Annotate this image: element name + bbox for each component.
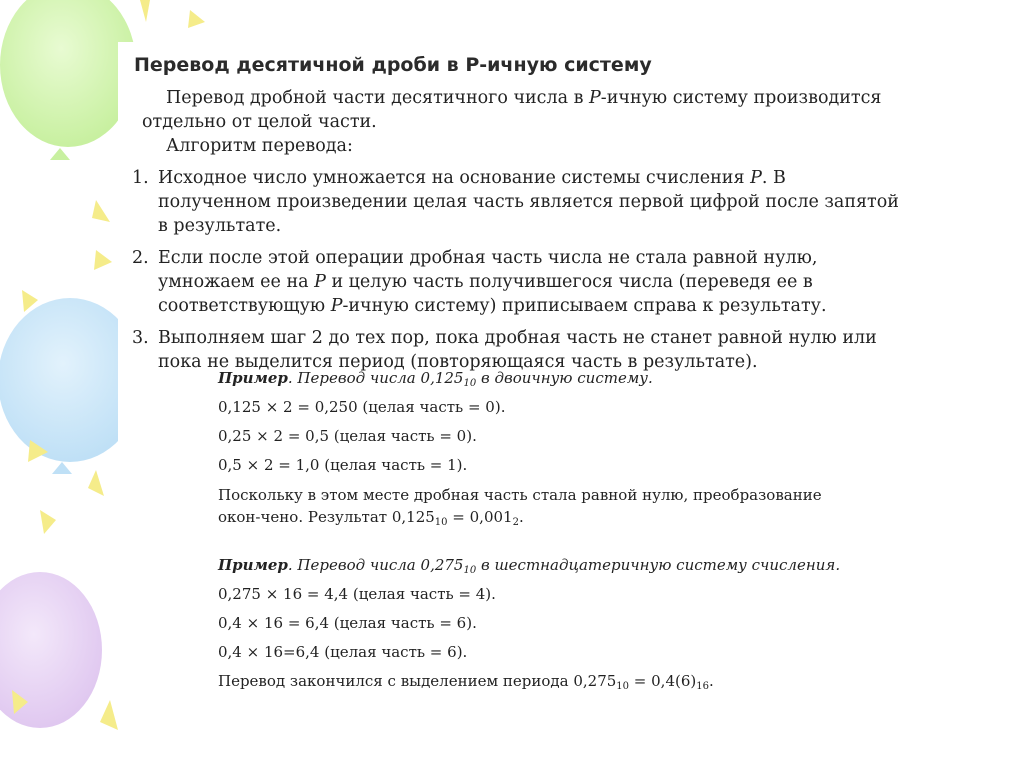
step-text: Если после этой операции дробная часть числа не стала равной нулю, умножаем ее на <box>158 248 818 292</box>
document-page <box>118 42 908 754</box>
example-conclusion <box>218 484 858 528</box>
subscript: 16 <box>696 681 709 692</box>
conclusion-text: . <box>708 672 714 690</box>
step-number: 2. <box>132 248 149 268</box>
subscript: 10 <box>463 565 477 576</box>
intro-p-letter: P <box>589 88 601 108</box>
example-label: Пример <box>218 369 288 387</box>
calc-line: 0,4 × 16=6,4 (целая часть = 6). <box>218 643 468 661</box>
conclusion-text: Перевод закончился с выделением периода 0,275 <box>218 672 617 690</box>
subscript: 10 <box>616 681 630 692</box>
subscript: 2 <box>512 517 519 528</box>
step-text: Выполняем шаг 2 до тех пор, пока дробная часть не станет равной нулю или пока не выделится период (повторяющаяся часть в результате). <box>158 328 877 372</box>
balloon-green-icon <box>0 0 136 160</box>
calc-line: 0,275 × 16 = 4,4 (целая часть = 4). <box>218 585 496 603</box>
step-p-letter: P <box>750 168 762 188</box>
step-number: 1. <box>132 168 149 188</box>
step-text: Исходное число умножается на основание системы счисления <box>158 168 751 188</box>
list-item <box>132 246 902 318</box>
algorithm-heading: Алгоритм перевода: <box>166 136 353 156</box>
list-item <box>132 166 902 238</box>
intro-text-2: -ичную систему производится отдельно от целой части. <box>142 88 882 132</box>
intro-text-1: Перевод дробной части десятичного числа в <box>166 88 590 108</box>
step-p-letter: P <box>314 272 326 292</box>
subscript: 10 <box>463 378 477 389</box>
example-title-text: . Перевод числа 0,275 <box>287 556 464 574</box>
example-title <box>218 364 858 393</box>
calc-line: 0,25 × 2 = 0,5 (целая часть = 0). <box>218 427 477 445</box>
intro-paragraph <box>142 86 902 134</box>
example-title-text: . Перевод числа 0,125 <box>287 369 464 387</box>
example-conclusion <box>218 667 858 696</box>
conclusion-text: . <box>518 508 524 526</box>
example-title <box>218 551 858 580</box>
algorithm-steps <box>132 166 902 382</box>
conclusion-text: Поскольку в этом месте дробная часть стала равной нулю, преобразование окон-чено. Результат 0,125 <box>218 486 822 526</box>
example-title-text: в двоичную систему. <box>476 369 653 387</box>
calc-line: 0,125 × 2 = 0,250 (целая часть = 0). <box>218 398 506 416</box>
calc-line: 0,4 × 16 = 6,4 (целая часть = 6). <box>218 614 477 632</box>
conclusion-text: = 0,001 <box>447 508 513 526</box>
subscript: 10 <box>434 517 448 528</box>
page-title: Перевод десятичной дроби в Р-ичную систему <box>134 54 652 76</box>
example-label: Пример <box>218 556 288 574</box>
example-title-text: в шестнадцатеричную систему счисления. <box>476 556 841 574</box>
example-hex <box>218 551 858 696</box>
conclusion-text: = 0,4(6) <box>629 672 697 690</box>
calc-line: 0,5 × 2 = 1,0 (целая часть = 1). <box>218 456 468 474</box>
step-text: -ичную систему) приписываем справа к результату. <box>342 296 827 316</box>
step-text: и целую часть получившегося числа (переведя ее в соответствующую <box>158 272 813 316</box>
step-text: . В полученном произведении целая часть является первой цифрой после запятой в результате. <box>158 168 899 236</box>
example-binary <box>218 364 858 528</box>
step-p-letter: P <box>330 296 343 316</box>
step-number: 3. <box>132 328 149 348</box>
